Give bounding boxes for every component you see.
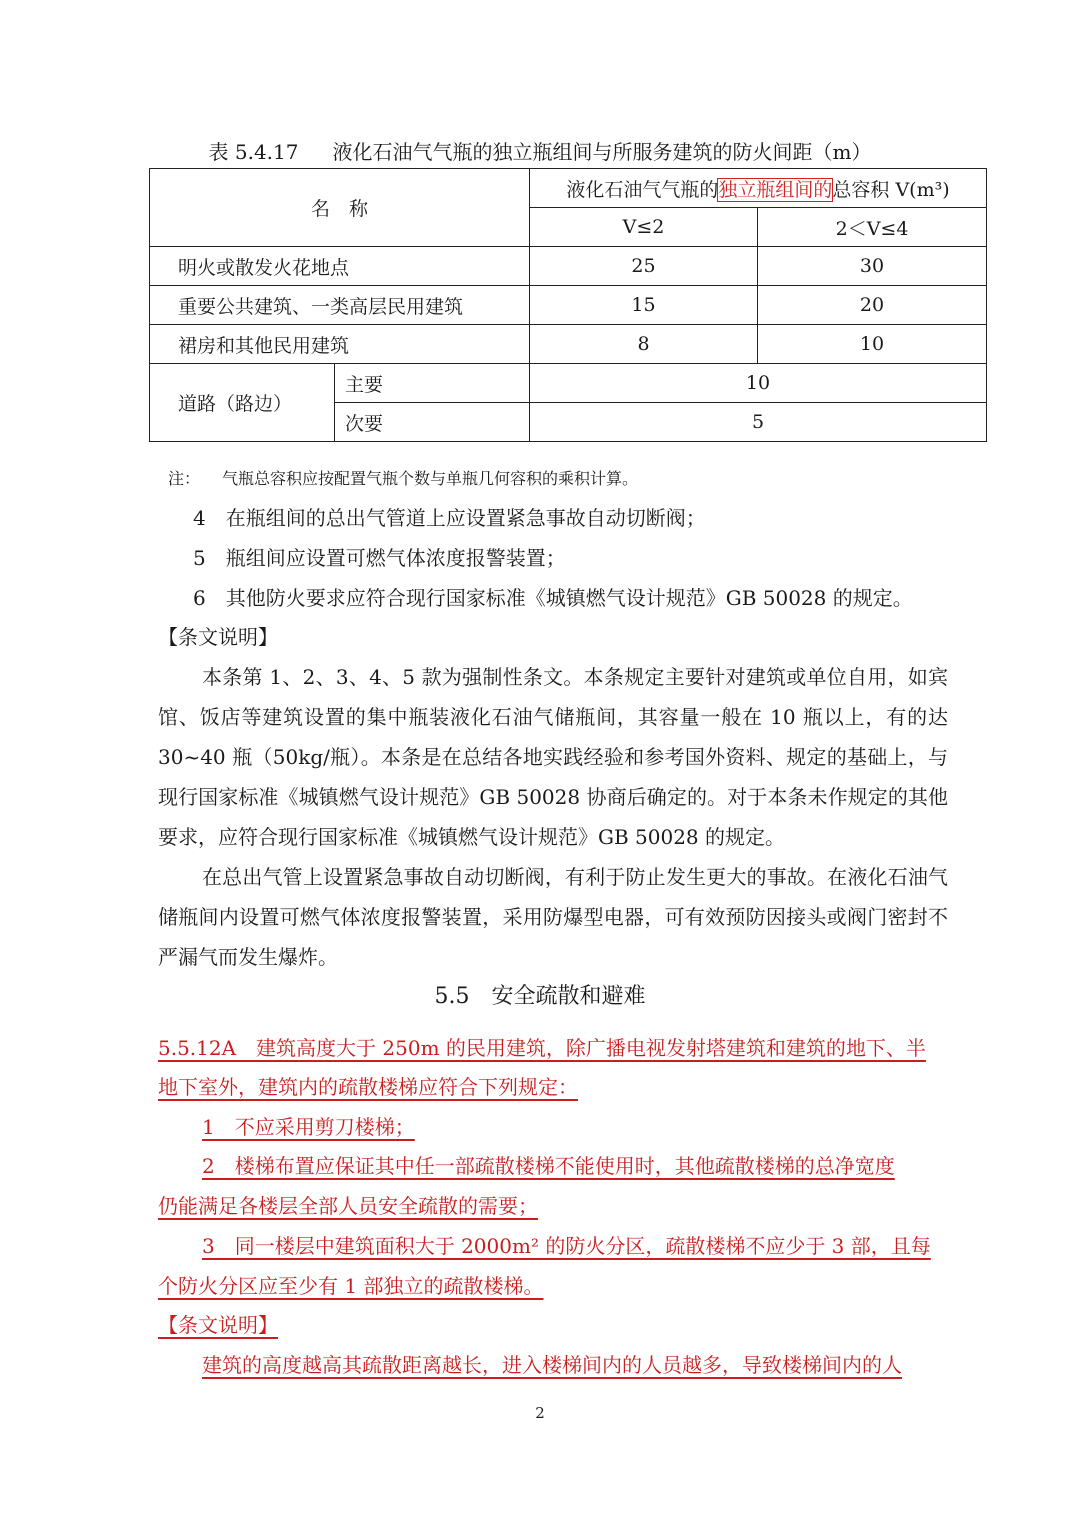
clause-item2-line1 xyxy=(202,1151,895,1181)
clause-explain-line1-text: 建筑的高度越高其疏散距离越长，进入楼梯间内的人员越多，导致楼梯间内的人 xyxy=(202,1353,902,1377)
table-header-row xyxy=(150,169,987,208)
clause-item1 xyxy=(202,1112,415,1142)
road-main-value: 10 xyxy=(530,364,987,403)
table-row xyxy=(150,364,987,403)
road-label: 道路（路边） xyxy=(150,364,335,442)
row-name: 裙房和其他民用建筑 xyxy=(150,325,530,364)
table-caption-number: 表 5.4.17 xyxy=(208,140,299,164)
table-note-label: 注： xyxy=(168,469,201,488)
row-value: 10 xyxy=(758,325,987,364)
header-volume-highlight: 独立瓶组间的 xyxy=(718,178,833,201)
road-main-label: 主要 xyxy=(335,364,530,403)
explain-paragraph: 在总出气管上设置紧急事故自动切断阀，有利于防止发生更大的事故。在液化石油气储瓶间内设置可燃气体浓度报警装置，采用防爆型电器，可有效预防因接头或阀门密封不严漏气而发生爆炸。 xyxy=(158,865,948,969)
road-minor-label: 次要 xyxy=(335,403,530,442)
header-volume-cell xyxy=(530,169,987,208)
clause-item2-line2-text: 仍能满足各楼层全部人员安全疏散的需要； xyxy=(158,1194,538,1218)
row-value: 25 xyxy=(530,247,758,286)
table-row xyxy=(150,325,987,364)
table-row xyxy=(150,247,987,286)
table-caption-title: 液化石油气气瓶的独立瓶组间与所服务建筑的防火间距（m） xyxy=(332,140,872,164)
clause-item3-line2 xyxy=(158,1271,543,1301)
clause-item1-text: 1 不应采用剪刀楼梯； xyxy=(202,1115,415,1139)
clause-intro-line1-text: 5.5.12A 建筑高度大于 250m 的民用建筑，除广播电视发射塔建筑和建筑的地下、半 xyxy=(158,1036,926,1060)
item-6: 6 其他防火要求应符合现行国家标准《城镇燃气设计规范》GB 50028 的规定。 xyxy=(193,586,913,610)
item-5: 5 瓶组间应设置可燃气体浓度报警装置； xyxy=(193,546,566,570)
row-value: 30 xyxy=(758,247,987,286)
page-number: 2 xyxy=(535,1404,545,1422)
row-value: 20 xyxy=(758,286,987,325)
clause-intro-line2-text: 地下室外，建筑内的疏散楼梯应符合下列规定： xyxy=(158,1075,578,1099)
table-caption xyxy=(0,138,1080,166)
clause-intro-line1 xyxy=(158,1033,926,1063)
section-number: 5.5 xyxy=(434,984,470,1009)
table-row xyxy=(150,286,987,325)
clause-item2-line2 xyxy=(158,1191,538,1221)
clause-item3-line1-text: 3 同一楼层中建筑面积大于 2000m² 的防火分区，疏散楼梯不应少于 3 部，且每 xyxy=(202,1234,931,1258)
header-volume-pre: 液化石油气气瓶的 xyxy=(566,178,719,201)
table-note xyxy=(168,467,638,491)
row-name: 重要公共建筑、一类高层民用建筑 xyxy=(150,286,530,325)
table-note-text: 气瓶总容积应按配置气瓶个数与单瓶几何容积的乘积计算。 xyxy=(222,469,639,488)
clause-item2-line1-text: 2 楼梯布置应保证其中任一部疏散楼梯不能使用时，其他疏散楼梯的总净宽度 xyxy=(202,1154,895,1178)
header-name-label: 名 称 xyxy=(311,198,369,220)
subheader-col1: V≤2 xyxy=(530,208,758,247)
row-value: 15 xyxy=(530,286,758,325)
header-name-cell xyxy=(150,169,530,247)
section-name: 安全疏散和避难 xyxy=(491,984,646,1009)
explain-paragraph: 本条第 1、2、3、4、5 款为强制性条文。本条规定主要针对建筑或单位自用，如宾馆、饭店等建筑设置的集中瓶装液化石油气储瓶间，其容量一般在 10 瓶以上，有的达 30~40 瓶（50kg/瓶）。本条是在总结各地实践经验和参考国外资料、规定的基础上，与现行国家标准《城镇燃气设计规范》GB 50028 协商后确定的。对于本条未作规定的其他要求，应符合现行国家标准《城镇燃气设计规范》GB 50028 的规定。 xyxy=(158,665,948,849)
fire-distance-table xyxy=(149,168,987,442)
row-name: 明火或散发火花地点 xyxy=(150,247,530,286)
header-volume-post: 总容积 V(m³) xyxy=(832,178,950,201)
subheader-col2: 2＜V≤4 xyxy=(758,208,987,247)
clause-item3-line2-text: 个防火分区应至少有 1 部独立的疏散楼梯。 xyxy=(158,1274,544,1298)
item-4: 4 在瓶组间的总出气管道上应设置紧急事故自动切断阀； xyxy=(193,506,706,530)
clause-intro-line2 xyxy=(158,1072,578,1102)
clause-explain-line1 xyxy=(202,1350,902,1380)
clause-item3-line1 xyxy=(202,1231,931,1261)
explain-paragraphs xyxy=(158,657,948,977)
clause-explain-heading xyxy=(158,1310,278,1340)
road-minor-value: 5 xyxy=(530,403,987,442)
section-title xyxy=(0,980,1080,1014)
row-value: 8 xyxy=(530,325,758,364)
clause-explain-heading-text: 【条文说明】 xyxy=(158,1313,278,1337)
explain-heading: 【条文说明】 xyxy=(158,625,278,649)
